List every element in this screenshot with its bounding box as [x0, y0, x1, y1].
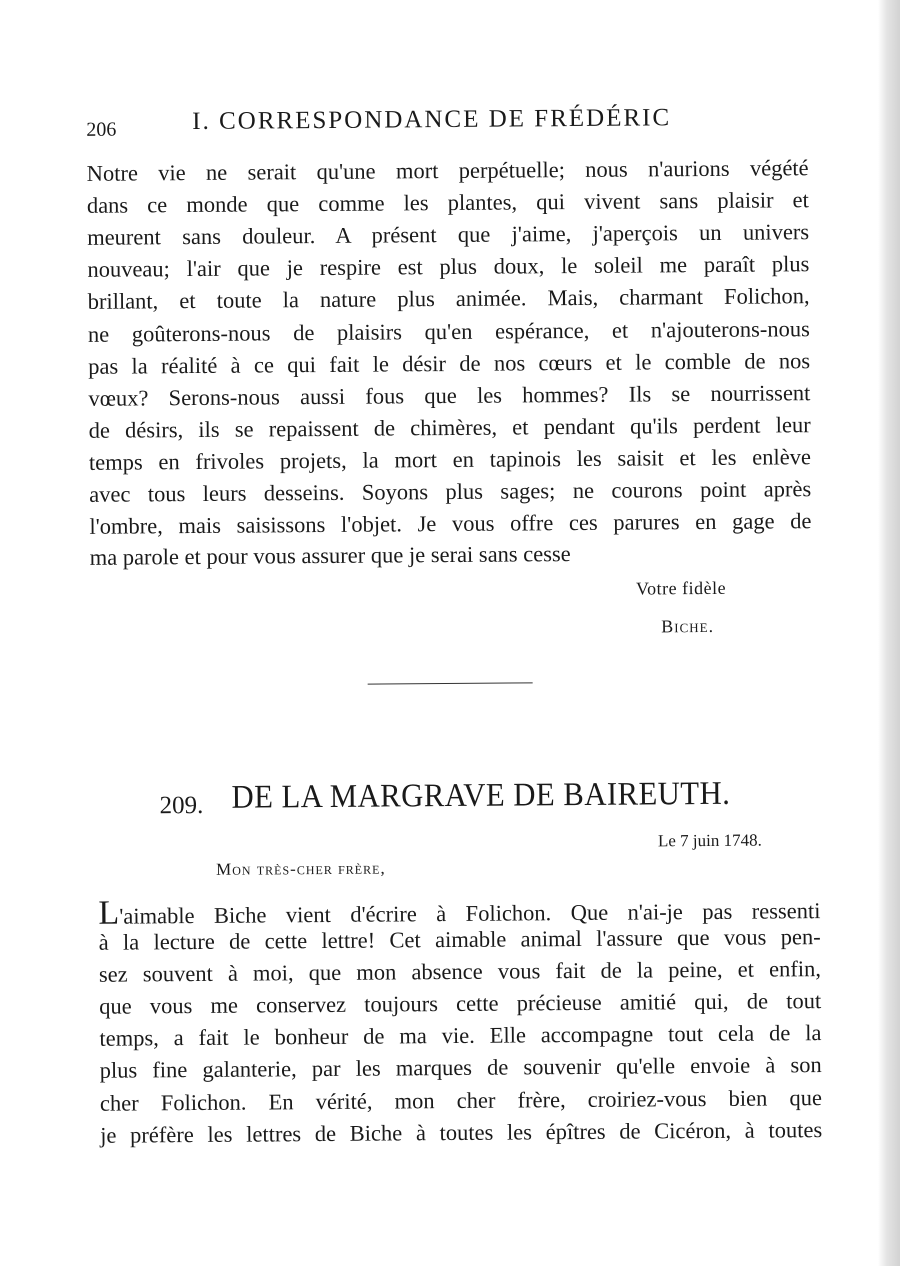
- text-line: meurent sans douleur. A présent que j'aime, j'aperçois un univers: [87, 219, 810, 251]
- drop-cap: L: [98, 894, 120, 932]
- text-line: que vous me conservez toujours cette précieuse amitié qui, de tout: [99, 988, 822, 1019]
- text-line: vœux? Serons-nous aussi fous que les hommes? Ils se nourrissent: [88, 379, 811, 411]
- text-line: pas la réalité à ce qui fait le désir de nos cœurs et le comble de nos: [88, 347, 811, 379]
- text-line: temps en frivoles projets, la mort en tapinois les saisit et les enlève: [88, 444, 811, 475]
- text-line: brillant, et toute la nature plus animée. Mais, charmant Folichon,: [87, 283, 810, 315]
- text-line: ne goûterons-nous de plaisirs qu'en espérance, et n'ajouterons-nous: [87, 315, 810, 347]
- letter2-title: DE LA MARGRAVE DE BAIREUTH.: [231, 775, 731, 816]
- text-line: de désirs, ils se repaissent de chimères, et pendant qu'ils perdent leur: [88, 411, 811, 443]
- text-line: sez souvent à moi, que mon absence vous fait de la peine, et enfin,: [98, 956, 822, 987]
- text-line: je préfère les lettres de Biche à toutes les épîtres de Cicéron, à toutes: [100, 1116, 823, 1148]
- letter2-salutation: Mon très-cher frère,: [216, 858, 386, 879]
- page-number: 206: [86, 118, 117, 141]
- letter1-last-line: ma parole et pour vous assurer que je serai sans cesse: [89, 541, 571, 570]
- text-line: temps, a fait le bonheur de ma vie. Elle accompagne tout cela de la: [99, 1020, 822, 1052]
- text-line: Notre vie ne serait qu'une mort perpétuelle; nous n'aurions végété: [86, 155, 809, 186]
- first-line-text: 'aimable Biche vient d'écrire à Folichon. Que n'ai-je pas ressenti: [119, 898, 821, 929]
- letter1-closing: Votre fidèle: [635, 577, 727, 599]
- text-line: l'ombre, mais saisissons l'objet. Je vous offre ces parures en gage de: [89, 508, 812, 539]
- letter2-number: 209.: [159, 791, 204, 820]
- text-line: avec tous leurs desseins. Soyons plus sages; ne courons point après: [89, 476, 812, 507]
- text-line: dans ce monde que comme les plantes, qui vivent sans plaisir et: [86, 187, 809, 218]
- letter1-signature: Biche.: [661, 615, 715, 637]
- text-line: à la lecture de cette lettre! Cet aimable animal l'assure que vous pen-: [98, 924, 821, 955]
- text-line: plus fine galanterie, par les marques de souvenir qu'elle envoie à son: [99, 1052, 822, 1084]
- running-title: I. CORRESPONDANCE DE FRÉDÉRIC: [192, 104, 672, 136]
- section-divider: [368, 682, 533, 684]
- letter2-date: Le 7 juin 1748.: [657, 830, 762, 851]
- text-line: cher Folichon. En vérité, mon cher frère, croiriez-vous bien que: [99, 1084, 823, 1116]
- text-line: nouveau; l'air que je respire est plus doux, le soleil me paraît plus: [87, 251, 810, 283]
